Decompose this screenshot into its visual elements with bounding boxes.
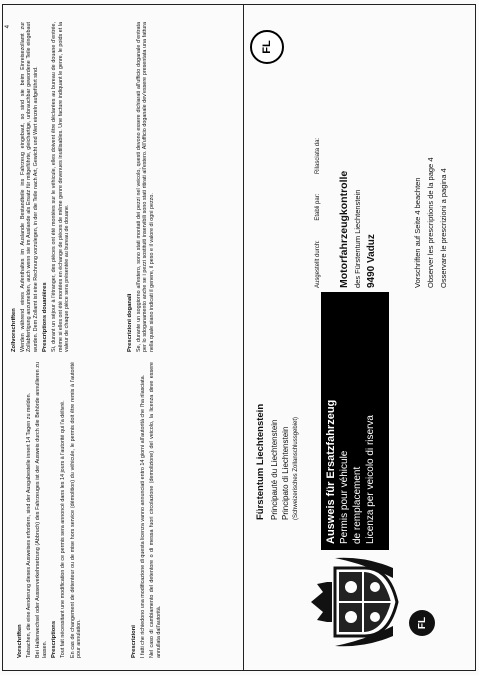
country-name-fr: Principauté du Liechtenstein — [270, 419, 279, 520]
section-paragraph: Tatsachen, die eine Aenderung dieses Ausweises erfordern, sind der Ausgabestelle innert 14 Tagen zu melden. — [25, 392, 32, 658]
note-it: Osservare le prescrizioni a pagina 4 — [439, 168, 448, 288]
section-paragraph: Nel caso di cambiamento del detentore o di messa fuori circolazione (demolizione) del veicolo, la licenza deve essere annullata dall'autorità. — [149, 362, 162, 658]
section-paragraph: Bei Halterwechsel oder Ausserverkehrsetzung (Abbruch) des Fahrzeuges ist der Ausweis durch die Behörde annullieren zu lassen. — [35, 362, 48, 658]
section-prescrizioni-doganali — [127, 22, 158, 352]
section-title: Vorschriften — [17, 624, 23, 658]
section-title: Prescrizioni — [131, 625, 137, 658]
cover-panel — [245, 5, 475, 670]
issued-by-it: Rilasciata da: — [315, 137, 321, 174]
section-paragraph: Se, durante un soggiorno all'estero, sono stati montati dei pezzi nel veicolo, questi devono essere dichiarati all'ufficio doganale d'entrata per lo sdoganamento anche se i pezzi sostituiti inservibili sono stati ritirati all'estero. All'ufficio doganale dev'essere presentata una fattura nella quale siano indicati il genere, il peso e il valore di ogni pezzo. — [135, 22, 155, 352]
customs-area-note: (Schweizerisches Zollanschlussgebiet) — [293, 416, 299, 520]
title-fr-2: de remplacement — [352, 466, 363, 544]
section-paragraph: I fatti che richiedono una modificazione di questa licenza vanno annunciati entro 14 giorni all'autorità che l'ha rilasciata. — [139, 374, 146, 658]
note-de: Vorschriften auf Seite 4 beachten — [413, 177, 422, 288]
fold-line — [243, 4, 244, 671]
section-title: Prescriptions douanières — [42, 282, 49, 352]
regulations-panel — [3, 5, 241, 670]
page-number: 4 — [5, 25, 11, 29]
section-vorschriften — [17, 362, 86, 658]
issued-by-de: Ausgestellt durch: — [315, 240, 321, 288]
fl-country-badge: FL — [250, 30, 284, 64]
issuer-block — [255, 290, 302, 520]
section-title: Prescriptions — [51, 620, 58, 658]
title-it: Licenza per veicolo di riserva — [365, 415, 376, 544]
issued-by-labels — [315, 18, 321, 288]
document-title-box — [321, 292, 389, 550]
fl-badge: FL — [409, 610, 435, 636]
section-paragraph: En cas de changement de détenteur ou de mise hors service (démolition) du véhicule, le permis doit être remis à l'autorité pour annulation. — [69, 362, 83, 658]
coat-of-arms-icon — [305, 554, 401, 650]
section-title: Zollvorschriften — [11, 308, 17, 352]
country-name: Fürstentum Liechtenstein — [255, 403, 266, 520]
issued-by-fr: Etabli par: — [315, 193, 321, 221]
page4-notes — [411, 18, 450, 288]
country-name-it: Principato di Liechtenstein — [281, 426, 290, 520]
office-city: 9490 Vaduz — [366, 234, 377, 288]
section-paragraph: Werden während eines Aufenthaltes im Auslande Bestandteile ins Fahrzeug eingebaut, so sind sie beim Einreisezollamt zur Zollabfertigung anzumelden, auch wenn sie im Auslande als Ersatz für mitgeführte, gleichartige, unbrauchbar gewordene Teile eingebaut wurden. Dem Zollamt ist eine Rechnung vorzulegen, in der die Teile nach Art, Gewicht und Wert einzeln aufgeführt sind. — [19, 22, 39, 352]
office-country: des Fürstentum Liechtenstein — [353, 189, 362, 288]
section-title: Prescrizioni doganali — [127, 293, 133, 352]
section-paragraph: Si, durant un séjour à l'étranger, des pièces ont été montées sur le véhicule, elles doivent être déclarées au bureau de douane d'entrée, même si elles ont été montées en échange de pièces de même genre devenues inutilisables. Une facture indiquant le genre, le poids et la valeur de chaque pièce sera présentée au bureau de douane. — [50, 22, 71, 352]
section-prescrizioni — [131, 362, 165, 658]
title-fr-1: Permis pour véhicule — [339, 450, 350, 544]
office-name: Motorfahrzeugkontrolle — [338, 170, 350, 288]
issuing-office — [337, 18, 379, 288]
section-zollvorschriften — [11, 22, 74, 352]
note-fr: Observer les prescriptions de la page 4 — [426, 157, 435, 288]
title-de: Ausweis für Ersatzfahrzeug — [325, 399, 337, 544]
section-paragraph: Tout fait nécessitant une modification de ce permis sera annoncé dans les 14 jours à l'autorité qui l'a délivré. — [59, 400, 66, 658]
